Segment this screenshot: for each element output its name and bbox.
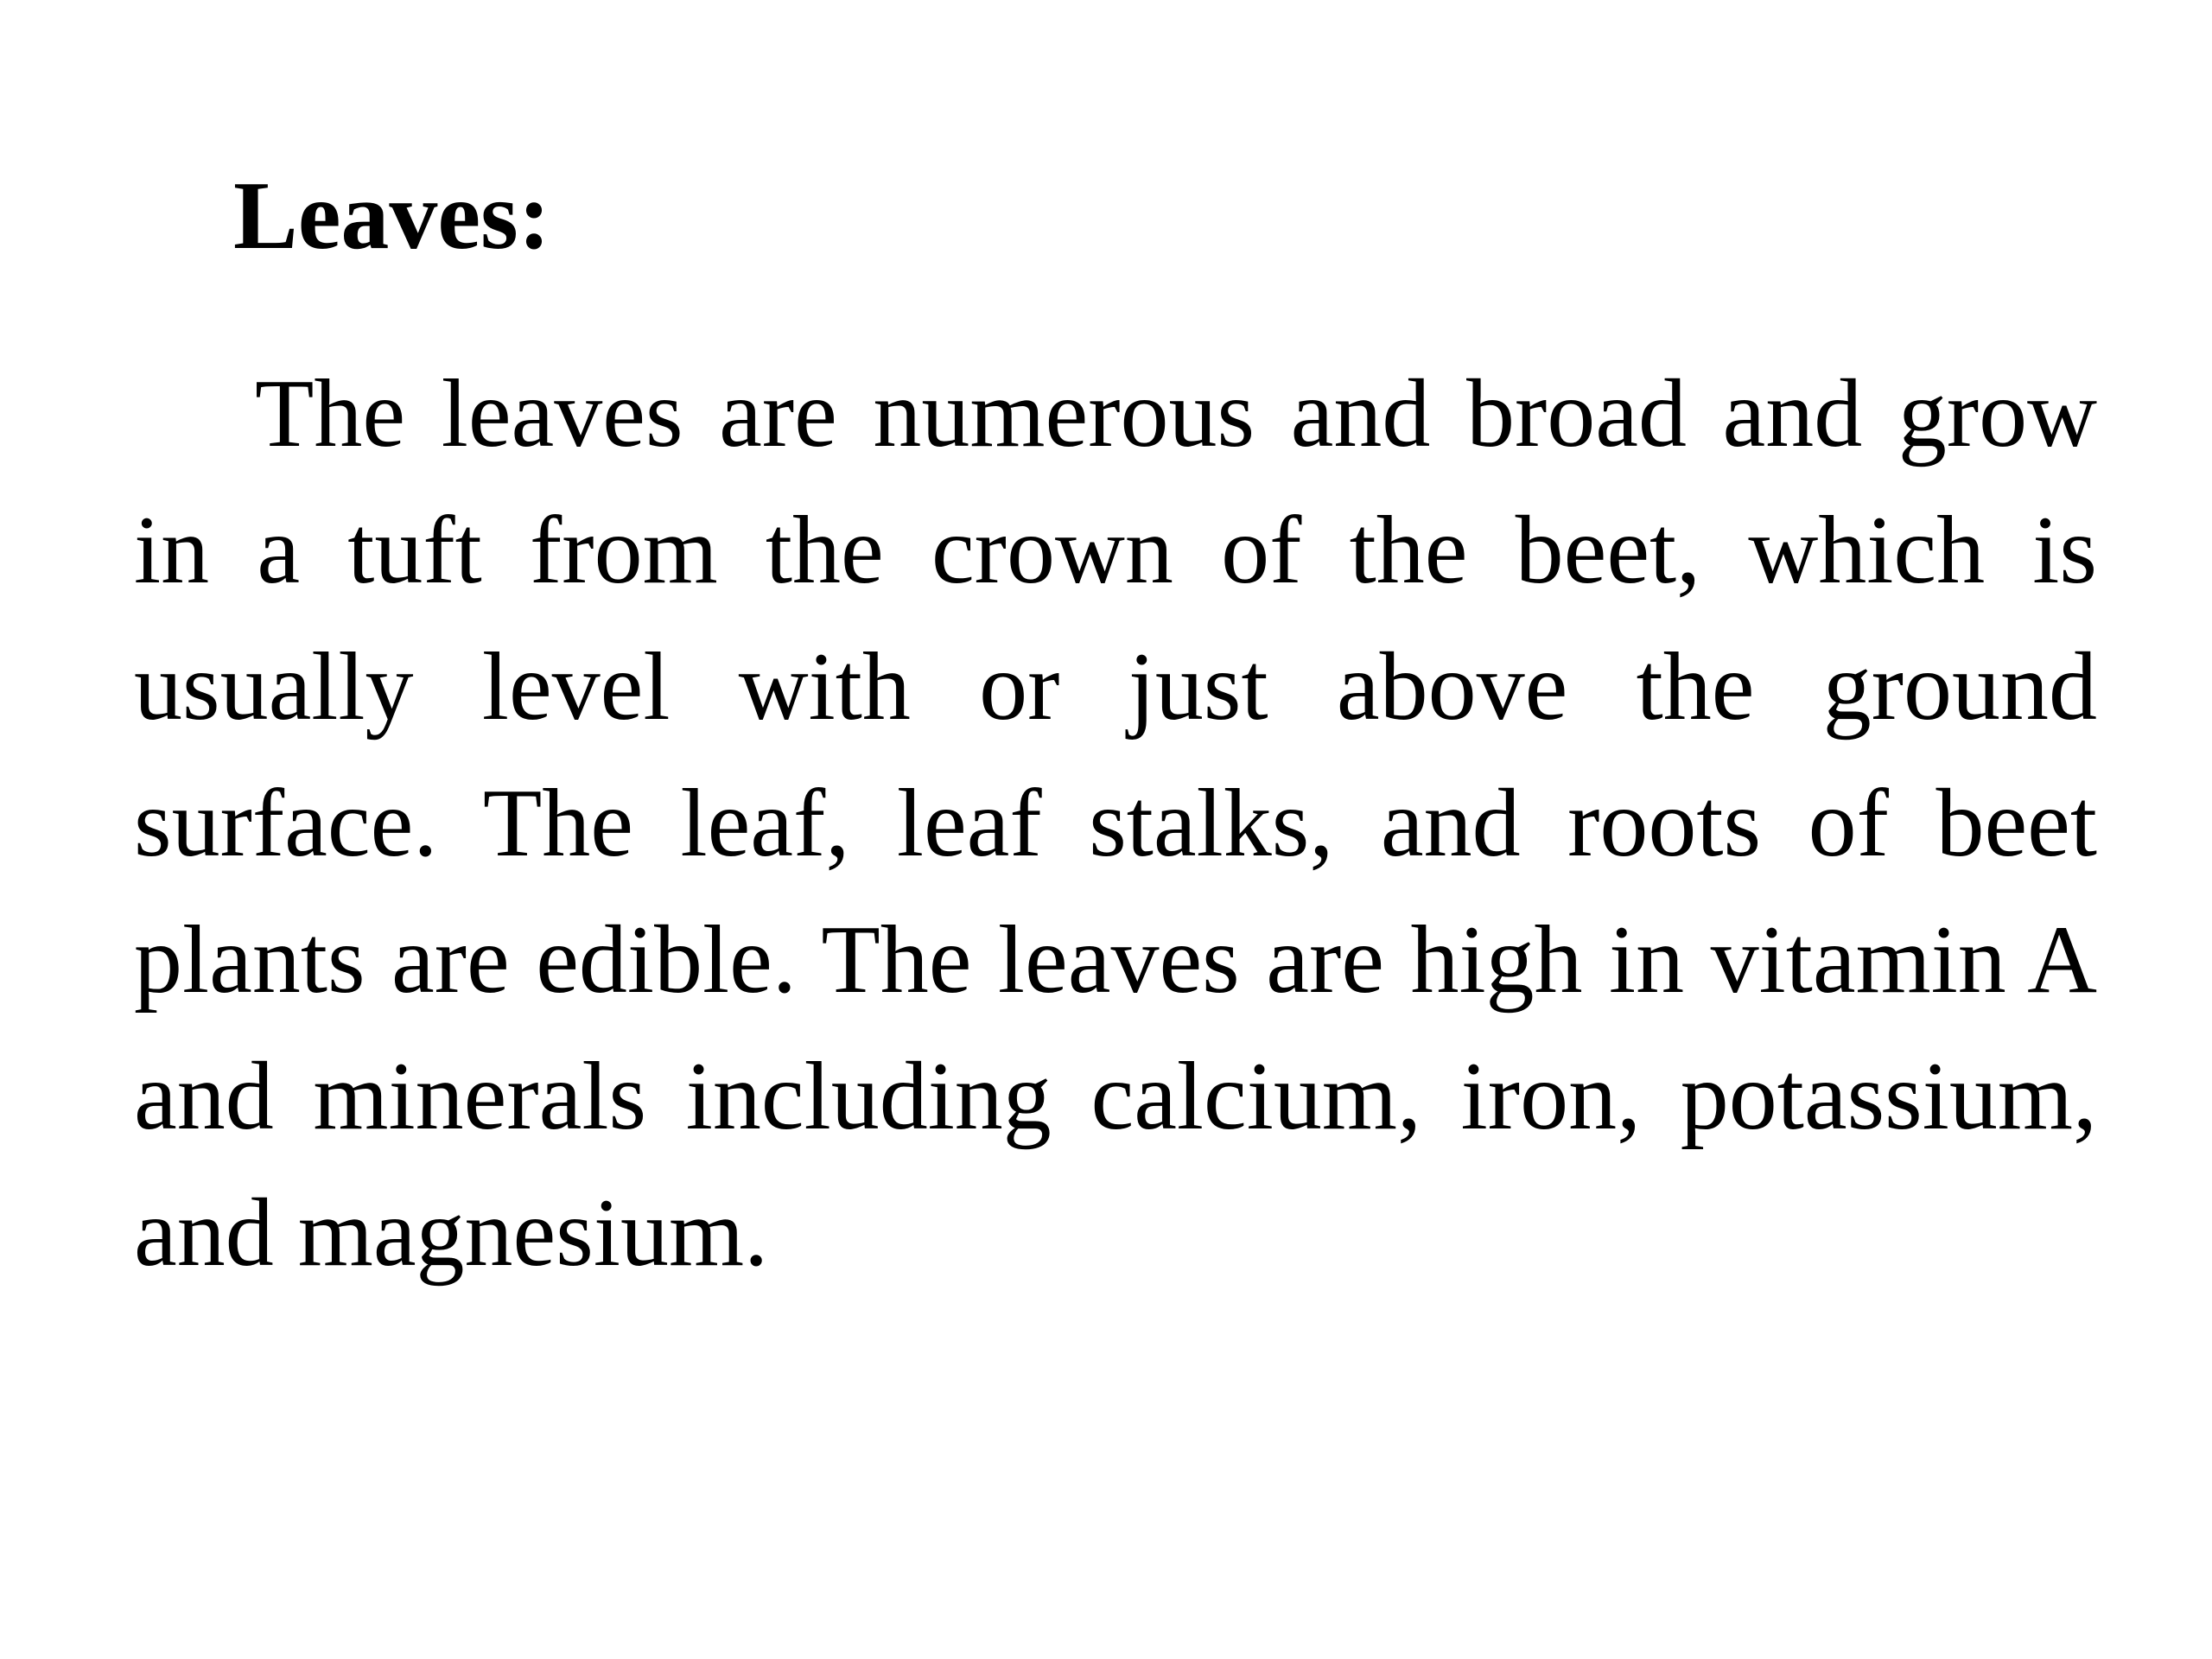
section-heading: Leaves:	[233, 162, 551, 270]
body-paragraph: The leaves are numerous and broad and grow in a tuft from the crown of the beet, which is usually level with or just above the ground surface. The leaf, leaf stalks, and roots of beet plants are edible. The leaves are high in vitamin A and minerals including calcium, iron, potassium, and magnesium.	[134, 360, 2097, 1287]
